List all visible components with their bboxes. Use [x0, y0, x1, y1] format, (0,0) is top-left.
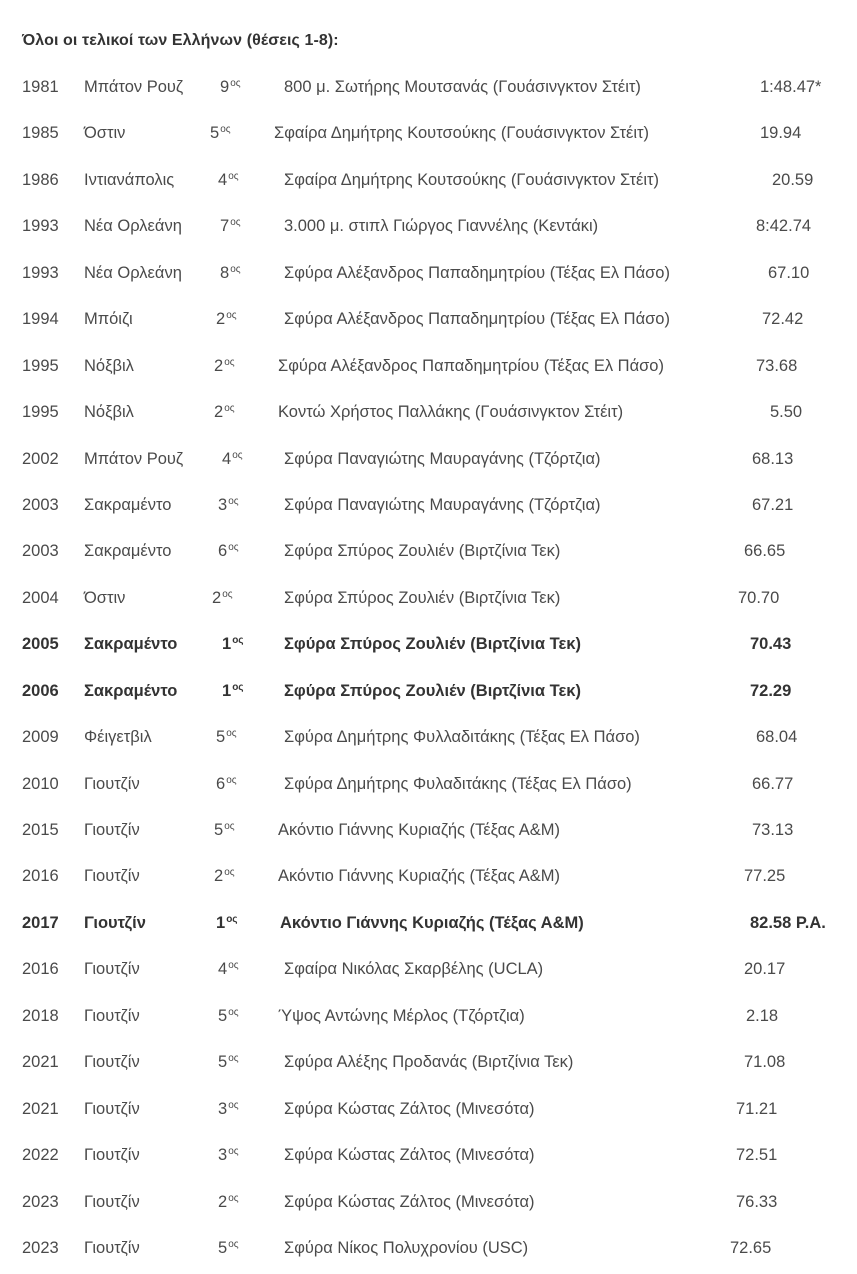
event-cell: Ακόντιο Γιάννης Κυριαζής (Τέξας Α&Μ) — [278, 867, 561, 886]
event-cell: Σφύρα Δημήτρης Φυλαδιτάκης (Τέξας Ελ Πάσο) — [284, 774, 632, 793]
place-number: 2 — [216, 310, 226, 329]
place-number: 5 — [218, 1006, 228, 1025]
place-cell — [218, 528, 239, 577]
event-cell: Ακόντιο Γιάννης Κυριαζής (Τέξας Α&Μ) — [278, 821, 561, 839]
place-cell — [210, 110, 231, 159]
mark-cell: 72.42 — [762, 310, 804, 329]
place-number: 1 — [222, 635, 232, 654]
year-cell: 2021 — [22, 1099, 59, 1118]
city-cell: Γιουτζίν — [84, 960, 140, 979]
event-cell: Σφύρα Αλέξανδρος Παπαδημητρίου (Τέξας Ελ Πάσο) — [278, 356, 664, 375]
place-number: 1 — [216, 913, 226, 932]
city-cell: Ιντιανάπολις — [84, 170, 175, 189]
city-cell: Νόξβιλ — [84, 403, 134, 422]
event-cell: Κοντώ Χρήστος Παλλάκης (Γουάσινγκτον Στέιτ) — [278, 403, 624, 422]
place-number: 2 — [214, 867, 224, 886]
year-cell: 2015 — [22, 821, 59, 839]
place-number: 2 — [218, 1192, 228, 1211]
year-cell: 2005 — [22, 635, 59, 654]
year-cell: 2022 — [22, 1146, 59, 1165]
place-suffix: ος — [224, 867, 235, 879]
event-cell: Σφύρα Σπύρος Ζουλιέν (Βιρτζίνια Τεκ) — [284, 588, 561, 607]
year-cell: 2004 — [22, 588, 59, 607]
event-cell: Σφύρα Νίκος Πολυχρονίου (USC) — [284, 1238, 529, 1257]
place-cell — [220, 250, 241, 299]
place-cell — [214, 343, 235, 392]
place-suffix: ος — [226, 913, 238, 925]
mark-cell: 70.43 — [750, 635, 792, 654]
year-cell: 1993 — [22, 217, 59, 236]
place-cell — [218, 946, 239, 995]
place-cell — [216, 296, 237, 345]
year-cell: 2021 — [22, 1053, 59, 1072]
event-cell: Σφύρα Κώστας Ζάλτος (Μινεσότα) — [284, 1192, 535, 1211]
place-number: 7 — [220, 217, 230, 236]
city-cell: Σακραμέντο — [84, 635, 178, 654]
place-suffix: ος — [228, 1146, 239, 1158]
place-suffix: ος — [232, 681, 244, 693]
section-heading: Όλοι οι τελικοί των Ελλήνων (θέσεις 1-8): — [22, 32, 339, 49]
place-cell — [216, 714, 237, 763]
place-cell — [220, 64, 241, 113]
place-number: 6 — [218, 542, 228, 561]
mark-cell: 73.13 — [752, 821, 794, 839]
table-row — [0, 946, 857, 992]
place-number: 5 — [218, 1053, 228, 1072]
table-row — [0, 807, 857, 853]
mark-cell: 72.29 — [750, 681, 792, 700]
place-suffix: ος — [228, 1192, 239, 1204]
table-row — [0, 575, 857, 621]
finals-table — [0, 64, 857, 1271]
place-suffix: ος — [228, 170, 239, 182]
place-suffix: ος — [228, 1238, 239, 1250]
place-number: 5 — [216, 728, 226, 747]
year-cell: 2016 — [22, 867, 59, 886]
place-cell — [216, 900, 238, 949]
place-suffix: ος — [226, 774, 237, 786]
city-cell: Γιουτζίν — [84, 1006, 140, 1025]
place-suffix: ος — [224, 356, 235, 368]
mark-cell: 71.21 — [736, 1099, 778, 1118]
mark-cell: 70.70 — [738, 588, 780, 607]
place-number: 4 — [218, 170, 228, 189]
table-row — [0, 296, 857, 342]
year-cell: 2003 — [22, 542, 59, 561]
year-cell: 2018 — [22, 1006, 59, 1025]
mark-cell: 73.68 — [756, 356, 798, 375]
event-cell: Σφύρα Σπύρος Ζουλιέν (Βιρτζίνια Τεκ) — [284, 542, 561, 561]
table-row — [0, 621, 857, 667]
year-cell: 1994 — [22, 310, 59, 329]
city-cell: Γιουτζίν — [84, 867, 140, 886]
event-cell: Σφύρα Σπύρος Ζουλιέν (Βιρτζίνια Τεκ) — [284, 635, 581, 654]
event-cell: 3.000 μ. στιπλ Γιώργος Γιαννέλης (Κεντάκι) — [284, 217, 599, 236]
place-suffix: ος — [228, 960, 239, 972]
event-cell: Σφύρα Κώστας Ζάλτος (Μινεσότα) — [284, 1099, 535, 1118]
place-cell — [218, 1039, 239, 1088]
mark-cell: 66.77 — [752, 774, 794, 793]
city-cell: Σακραμέντο — [84, 681, 178, 700]
event-cell: Σφύρα Δημήτρης Φυλλαδιτάκης (Τέξας Ελ Πάσο) — [284, 728, 640, 747]
mark-cell: 20.17 — [744, 960, 786, 979]
place-number: 9 — [220, 78, 230, 96]
year-cell: 2023 — [22, 1238, 59, 1257]
place-number: 1 — [222, 681, 232, 700]
table-row — [0, 1132, 857, 1178]
place-cell — [214, 807, 235, 856]
table-row — [0, 436, 857, 482]
mark-cell: 67.21 — [752, 495, 794, 514]
event-cell: Σφύρα Αλέξανδρος Παπαδημητρίου (Τέξας Ελ Πάσο) — [284, 263, 670, 282]
place-number: 3 — [218, 1146, 228, 1165]
city-cell: Φέιγετβιλ — [84, 728, 152, 747]
event-cell: Σφύρα Κώστας Ζάλτος (Μινεσότα) — [284, 1146, 535, 1165]
city-cell: Γιουτζίν — [84, 1146, 140, 1165]
year-cell: 2002 — [22, 449, 59, 468]
place-number: 3 — [218, 1099, 228, 1118]
mark-cell: 2.18 — [746, 1006, 779, 1025]
event-cell: 800 μ. Σωτήρης Μουτσανάς (Γουάσινγκτον Στέιτ) — [284, 78, 641, 96]
place-cell — [218, 1225, 239, 1274]
city-cell: Μπάτον Ρουζ — [84, 449, 184, 468]
mark-cell: 71.08 — [744, 1053, 786, 1072]
table-row — [0, 853, 857, 899]
city-cell: Γιουτζίν — [84, 1099, 140, 1118]
table-row — [0, 1039, 857, 1085]
year-cell: 1995 — [22, 403, 59, 422]
city-cell: Γιουτζίν — [84, 774, 140, 793]
event-cell: Σφύρα Παναγιώτης Μαυραγάνης (Τζόρτζια) — [284, 495, 601, 514]
event-cell: Σφύρα Παναγιώτης Μαυραγάνης (Τζόρτζια) — [284, 449, 601, 468]
city-cell: Νέα Ορλεάνη — [84, 217, 182, 236]
year-cell: 2016 — [22, 960, 59, 979]
table-row — [0, 157, 857, 203]
city-cell: Όστιν — [84, 124, 126, 143]
city-cell: Γιουτζίν — [84, 1238, 140, 1257]
year-cell: 2017 — [22, 913, 59, 932]
table-row — [0, 900, 857, 946]
city-cell: Νόξβιλ — [84, 356, 134, 375]
place-number: 5 — [214, 821, 224, 839]
place-number: 8 — [220, 263, 230, 282]
event-cell: Σφύρα Σπύρος Ζουλιέν (Βιρτζίνια Τεκ) — [284, 681, 581, 700]
place-cell — [214, 853, 235, 902]
mark-cell: 82.58 Ρ.Α. — [750, 913, 826, 932]
place-cell — [222, 668, 244, 717]
place-cell — [214, 389, 235, 438]
mark-cell: 20.59 — [772, 170, 814, 189]
year-cell: 1985 — [22, 124, 59, 143]
place-suffix: ος — [230, 78, 241, 89]
place-cell — [222, 621, 244, 670]
mark-cell: 5.50 — [770, 403, 803, 422]
city-cell: Μπάτον Ρουζ — [84, 78, 184, 96]
city-cell: Γιουτζίν — [84, 913, 146, 932]
year-cell: 1981 — [22, 78, 59, 96]
place-suffix: ος — [220, 124, 231, 136]
place-number: 2 — [214, 356, 224, 375]
event-cell: Σφύρα Αλέξανδρος Παπαδημητρίου (Τέξας Ελ Πάσο) — [284, 310, 670, 329]
event-cell: Ακόντιο Γιάννης Κυριαζής (Τέξας Α&Μ) — [280, 913, 584, 932]
year-cell: 2006 — [22, 681, 59, 700]
place-suffix: ος — [230, 217, 241, 229]
place-suffix: ος — [224, 403, 235, 415]
year-cell: 2009 — [22, 728, 59, 747]
place-cell — [220, 203, 241, 252]
event-cell: Σφαίρα Δημήτρης Κουτσούκης (Γουάσινγκτον Στέιτ) — [284, 170, 660, 189]
table-row — [0, 1179, 857, 1225]
place-cell — [218, 1132, 239, 1181]
year-cell: 2010 — [22, 774, 59, 793]
place-number: 5 — [218, 1238, 228, 1257]
table-row — [0, 203, 857, 249]
mark-cell: 66.65 — [744, 542, 786, 561]
year-cell: 1993 — [22, 263, 59, 282]
place-number: 4 — [218, 960, 228, 979]
mark-cell: 77.25 — [744, 867, 786, 886]
table-row — [0, 110, 857, 156]
table-row — [0, 343, 857, 389]
place-suffix: ος — [228, 542, 239, 554]
year-cell: 2023 — [22, 1192, 59, 1211]
city-cell: Γιουτζίν — [84, 821, 140, 839]
table-row — [0, 993, 857, 1039]
place-suffix: ος — [228, 495, 239, 507]
place-cell — [218, 1086, 239, 1135]
place-number: 4 — [222, 449, 232, 468]
place-number: 5 — [210, 124, 220, 143]
place-number: 2 — [214, 403, 224, 422]
table-row — [0, 1086, 857, 1132]
city-cell: Σακραμέντο — [84, 495, 172, 514]
place-suffix: ος — [224, 821, 235, 832]
table-row — [0, 668, 857, 714]
mark-cell: 68.13 — [752, 449, 794, 468]
place-suffix: ος — [226, 728, 237, 740]
place-number: 2 — [212, 588, 222, 607]
place-suffix: ος — [230, 263, 241, 275]
year-cell: 1995 — [22, 356, 59, 375]
event-cell: Σφαίρα Δημήτρης Κουτσούκης (Γουάσινγκτον Στέιτ) — [274, 124, 650, 143]
mark-cell: 1:48.47* — [760, 78, 822, 96]
place-suffix: ος — [228, 1053, 239, 1065]
year-cell: 1986 — [22, 170, 59, 189]
mark-cell: 76.33 — [736, 1192, 778, 1211]
city-cell: Γιουτζίν — [84, 1192, 140, 1211]
table-row — [0, 389, 857, 435]
mark-cell: 72.51 — [736, 1146, 778, 1165]
city-cell: Όστιν — [84, 588, 126, 607]
place-number: 6 — [216, 774, 226, 793]
city-cell: Γιουτζίν — [84, 1053, 140, 1072]
event-cell: Σφαίρα Νικόλας Σκαρβέλης (UCLA) — [284, 960, 544, 979]
event-cell: Ύψος Αντώνης Μέρλος (Τζόρτζια) — [278, 1006, 525, 1025]
table-row — [0, 1225, 857, 1271]
table-row — [0, 714, 857, 760]
mark-cell: 68.04 — [756, 728, 798, 747]
place-cell — [218, 157, 239, 206]
mark-cell: 8:42.74 — [756, 217, 812, 236]
place-suffix: ος — [228, 1006, 239, 1018]
table-row — [0, 761, 857, 807]
place-cell — [218, 482, 239, 531]
mark-cell: 72.65 — [730, 1238, 772, 1257]
place-cell — [218, 1179, 239, 1228]
place-cell — [218, 993, 239, 1042]
place-cell — [212, 575, 233, 624]
table-row — [0, 64, 857, 110]
table-row — [0, 250, 857, 296]
table-row — [0, 528, 857, 574]
mark-cell: 67.10 — [768, 263, 810, 282]
place-suffix: ος — [226, 310, 237, 322]
place-suffix: ος — [232, 635, 244, 647]
city-cell: Μπόιζι — [84, 310, 133, 329]
city-cell: Νέα Ορλεάνη — [84, 263, 182, 282]
place-suffix: ος — [232, 449, 243, 461]
year-cell: 2003 — [22, 495, 59, 514]
place-cell — [222, 436, 243, 485]
place-suffix: ος — [222, 588, 233, 600]
city-cell: Σακραμέντο — [84, 542, 172, 561]
mark-cell: 19.94 — [760, 124, 802, 143]
event-cell: Σφύρα Αλέξης Προδανάς (Βιρτζίνια Τεκ) — [284, 1053, 574, 1072]
place-suffix: ος — [228, 1099, 239, 1111]
place-cell — [216, 761, 237, 810]
place-number: 3 — [218, 495, 228, 514]
table-row — [0, 482, 857, 528]
